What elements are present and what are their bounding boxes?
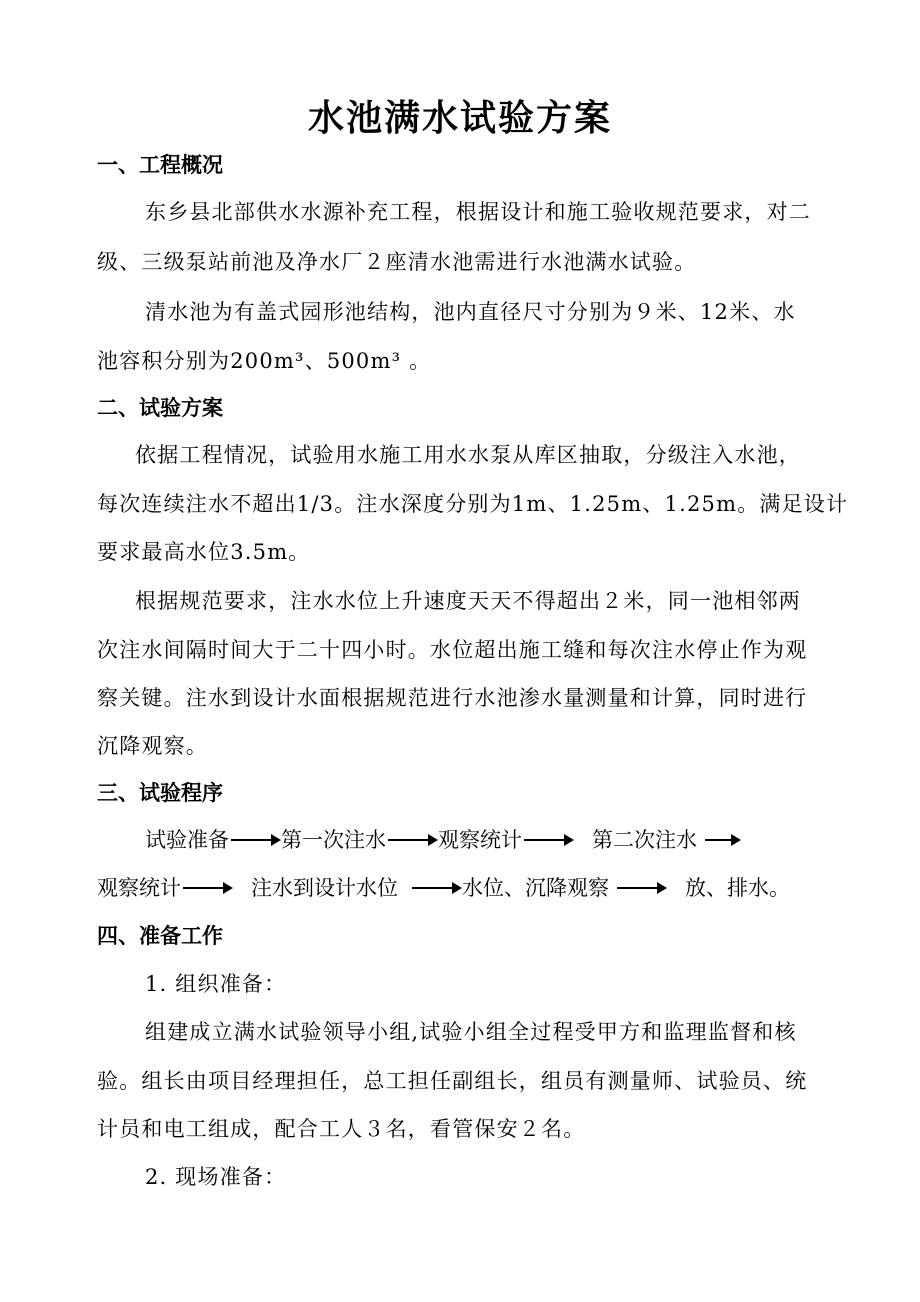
document-title: 水池满水试验方案 — [307, 97, 612, 139]
paragraph-line: 要求最高水位3.5m。 — [97, 540, 311, 564]
flow-step: 第一次注水 — [281, 828, 386, 852]
paragraph-line: 池容积分别为200m³、500m³ 。 — [97, 349, 432, 373]
paragraph-line: 依据工程情况，试验用水施工用水水泵从库区抽取，分级注入水池， — [135, 443, 801, 467]
flow-step: 试验准备 — [145, 828, 229, 852]
paragraph-line: 验。组长由项目经理担任，总工担任副组长，组员有测量师、试验员、统 — [97, 1069, 808, 1093]
paragraph-line: 根据规范要求，注水水位上升速度天天不得超出２米，同一池相邻两 — [135, 589, 801, 613]
paragraph-line: 组建成立满水试验领导小组,试验小组全过程受甲方和监理监督和核 — [145, 1020, 797, 1044]
arrow-right-icon — [231, 839, 279, 841]
flow-step: 观察统计 — [97, 876, 181, 900]
arrow-right-icon — [617, 887, 665, 889]
paragraph-line: 级、三级泵站前池及净水厂２座清水池需进行水池满水试验。 — [97, 250, 697, 274]
paragraph-line: 沉降观察。 — [97, 734, 208, 758]
paragraph-line: 察关键。注水到设计水面根据规范进行水池渗水量测量和计算，同时进行 — [97, 686, 808, 710]
arrow-right-icon — [388, 839, 436, 841]
flow-row-2 — [97, 873, 790, 903]
subheading: 1. 组织准备： — [145, 972, 287, 996]
paragraph-line: 东乡县北部供水水源补充工程，根据设计和施工验收规范要求，对二 — [145, 200, 811, 224]
flow-step: 第二次注水 — [592, 828, 697, 852]
arrow-right-icon — [524, 839, 572, 841]
section-heading-4: 四、准备工作 — [97, 923, 223, 948]
flow-step: 放、排水。 — [685, 876, 790, 900]
flow-step: 水位、沉降观察 — [462, 876, 609, 900]
paragraph-line: 次注水间隔时间大于二十四小时。水位超出施工缝和每次注水停止作为观 — [97, 638, 808, 662]
section-heading-2: 二、试验方案 — [97, 395, 223, 420]
section-heading-3: 三、试验程序 — [97, 780, 223, 805]
flow-step: 观察统计 — [438, 828, 522, 852]
flow-row-1 — [145, 825, 741, 855]
paragraph-line: 每次连续注水不超出1/3。注水深度分别为1m、1.25m、1.25m。满足设计 — [97, 492, 849, 516]
subheading: 2. 现场准备： — [145, 1165, 287, 1189]
flow-step: 注水到设计水位 — [251, 876, 398, 900]
section-heading-1: 一、工程概况 — [97, 152, 223, 177]
arrow-right-icon — [705, 839, 739, 841]
paragraph-line: 清水池为有盖式园形池结构，池内直径尺寸分别为９米、12米、水 — [145, 300, 796, 324]
arrow-right-icon — [183, 887, 231, 889]
arrow-right-icon — [412, 887, 460, 889]
paragraph-line: 计员和电工组成，配合工人３名，看管保安２名。 — [97, 1117, 586, 1141]
